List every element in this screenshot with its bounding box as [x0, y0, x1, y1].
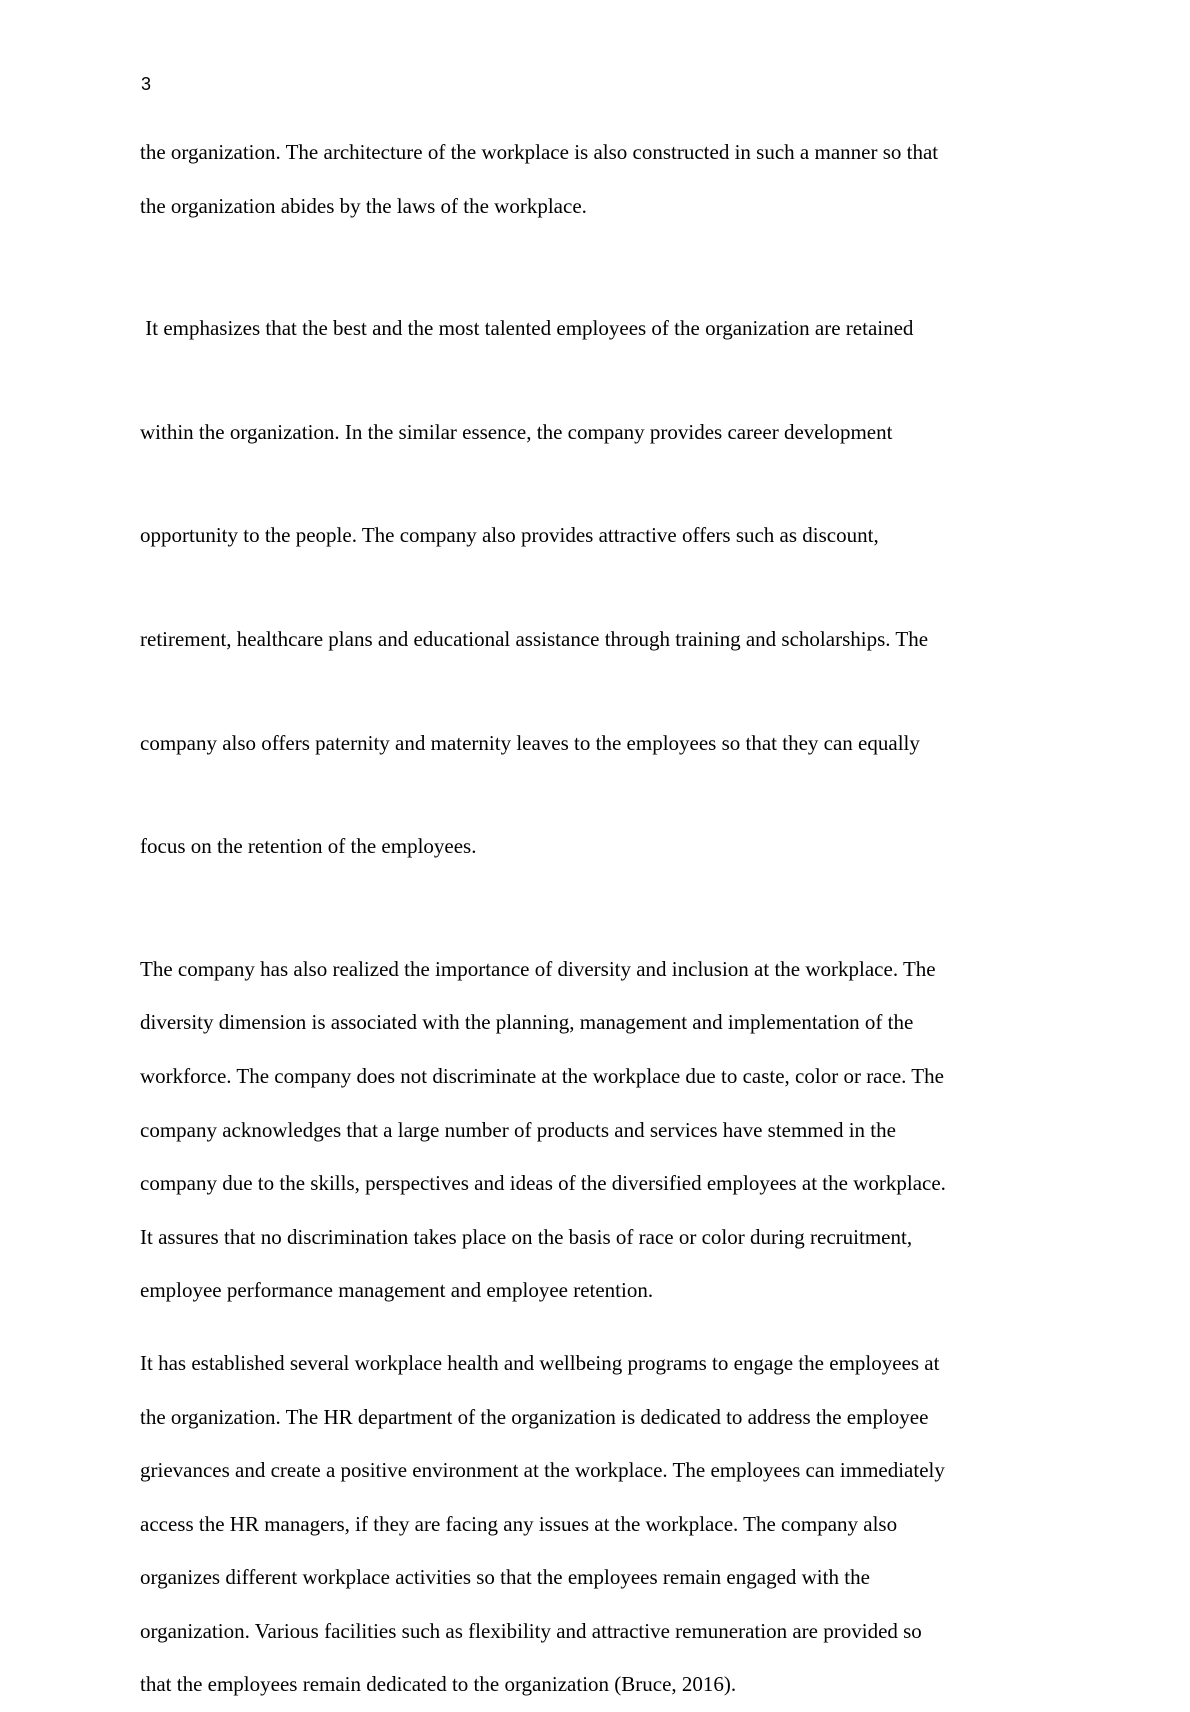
text-line: It has established several workplace health and wellbeing programs to engage the employees at: [140, 1350, 940, 1375]
text-line: company acknowledges that a large number of products and services have stemmed in the: [140, 1117, 896, 1142]
text-line: grievances and create a positive environment at the workplace. The employees can immediately: [140, 1458, 945, 1483]
paragraph-gap: [140, 1318, 1050, 1337]
text-line: the organization abides by the laws of the workplace.: [140, 193, 587, 218]
text-line: It emphasizes that the best and the most talented employees of the organization are retained: [140, 316, 914, 341]
paragraph-2: [140, 252, 1050, 924]
text-line: retirement, healthcare plans and educational assistance through training and scholarships. The: [140, 626, 929, 651]
paragraph-gap: [140, 924, 1050, 943]
text-line: It assures that no discrimination takes place on the basis of race or color during recruitment,: [140, 1224, 913, 1249]
text-line: the organization. The architecture of the workplace is also constructed in such a manner so that: [140, 140, 939, 164]
text-line: diversity dimension is associated with the planning, management and implementation of the: [140, 1010, 914, 1035]
text-line: workforce. The company does not discriminate at the workplace due to caste, color or race. The: [140, 1063, 944, 1088]
text-line: within the organization. In the similar essence, the company provides career development: [140, 419, 893, 444]
text-line: employee performance management and employee retention.: [140, 1278, 654, 1303]
paragraph-1: [140, 126, 1050, 233]
text-line: opportunity to the people. The company also provides attractive offers such as discount,: [140, 523, 879, 548]
text-line: access the HR managers, if they are facing any issues at the workplace. The company also: [140, 1511, 898, 1536]
text-line: The company has also realized the importance of diversity and inclusion at the workplace. The: [140, 956, 936, 981]
text-line: organizes different workplace activities so that the employees remain engaged with the: [140, 1565, 870, 1590]
page-number: 3: [141, 74, 152, 94]
paragraph-4: [140, 1337, 1050, 1712]
text-line: that the employees remain dedicated to the organization (Bruce, 2016).: [140, 1672, 737, 1697]
document-body: [140, 126, 1050, 1712]
text-line: focus on the retention of the employees.: [140, 834, 477, 859]
paragraph-gap: [140, 233, 1050, 252]
text-line: company also offers paternity and maternity leaves to the employees so that they can equally: [140, 730, 920, 755]
text-line: organization. Various facilities such as flexibility and attractive remuneration are provided so: [140, 1618, 922, 1643]
text-line: the organization. The HR department of the organization is dedicated to address the employee: [140, 1404, 929, 1429]
paragraph-3: [140, 943, 1050, 1318]
text-line: company due to the skills, perspectives and ideas of the diversified employees at the workplace.: [140, 1171, 946, 1196]
